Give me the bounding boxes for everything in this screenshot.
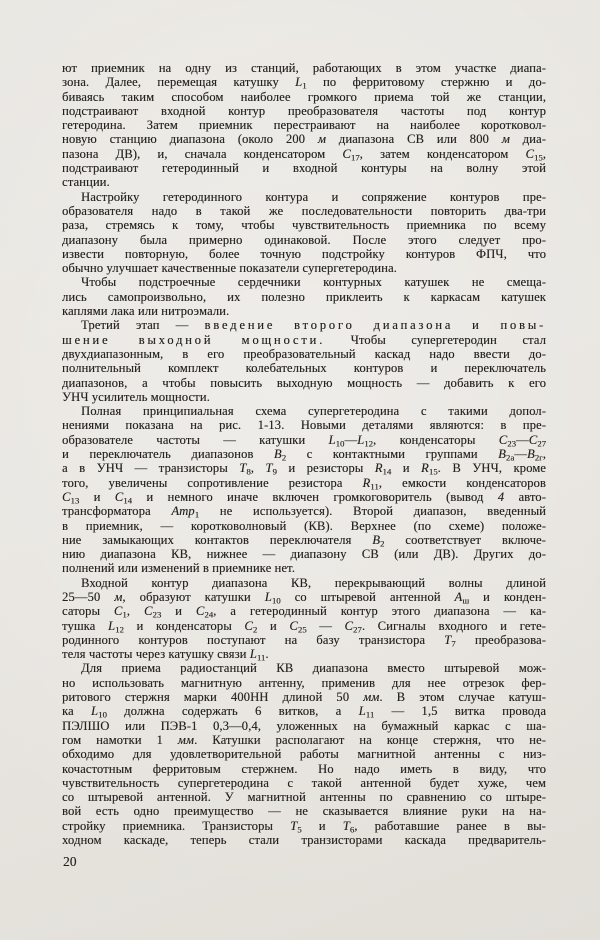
- text-line: родинного контуров поступают на базу транзистора $Т_7$ преобразова-: [62, 632, 546, 649]
- text-line: образователя надо в такой же последовательности повторить два-три: [62, 203, 546, 218]
- paragraph: [62, 190, 546, 276]
- text-line: подстраивают входной контур преобразователя частоты под контур: [62, 103, 546, 118]
- text-line: гетеродина. Затем приемник перестраивают на наиболее коротковол-: [62, 118, 546, 133]
- text-line: в приемник, — коротковолновый (КВ). Верхнее (по схеме) положе-: [62, 518, 546, 533]
- text-line: вой есть одно преимущество — не сказывается влияние руки на на-: [62, 804, 546, 819]
- text-line: полнений или изменений в приемнике нет.: [62, 561, 295, 576]
- text-line: биваясь таким способом наиболее громкого приема той же станции,: [62, 89, 546, 104]
- text-line: полнительный комплект колебательных контуров и переключатель: [62, 361, 546, 376]
- text-line: извести повторную, более точную подстройку контуров ФПЧ, что: [62, 246, 546, 261]
- text-line: ют приемник на одну из станций, работающих в этом участке диапа-: [62, 61, 546, 75]
- text-line: нениями показана на рис. 1-13. Новыми деталями являются: в пре-: [62, 418, 546, 433]
- text-line: подстраивают гетеродинный и входной контуры на волну этой: [62, 161, 546, 176]
- text-line: УНЧ усилитель мощности.: [62, 389, 210, 404]
- text-line: саторы $С_1$, $С_{23}$ и $С_{24}$, а гетеродинный контур этого диапазона — ка-: [62, 604, 547, 620]
- text-line: Для приема радиостанций КВ диапазона вместо штыревой мож-: [81, 661, 546, 676]
- text-line: 25—50 м, образуют катушки $L_{10}$ со штыревой антенной $А_ш$ и конден-: [62, 589, 546, 606]
- text-line: ка $L_{10}$ должна содержать 6 витков, а $L_{11}$ — 1,5 витка провода: [62, 704, 547, 720]
- text-line: диапазонов, а чтобы повысить выходную мощность — добавить к его: [62, 375, 546, 390]
- text-line: $С_{13}$ и $С_{14}$ и немного иначе включен громкоговоритель (вывод 4 авто-: [62, 489, 546, 506]
- text-line: пазона ДВ), и, сначала конденсатором $С_{17}$, затем конденсатором $С_{15}$,: [62, 146, 547, 163]
- paragraph: [62, 61, 546, 190]
- text-line: образователе частоты — катушки $L_{10}—L_{12}$, конденсаторы $С_{23}—С_{27}$: [62, 432, 546, 449]
- text-line: шение выходной мощности. Чтобы супергетеродин стал: [62, 332, 546, 347]
- text-line: чувствительность супергетеродина с такой антенной будет хуже, чем: [62, 775, 546, 790]
- text-line: трансформатора Атр$_1$ не используется). Второй диапазон, введенный: [62, 504, 546, 520]
- text-line: со штыревой антенной. У магнитной антенны по сравнению со штыре-: [62, 790, 546, 805]
- text-line: а в УНЧ — транзисторы $Т_8$, $Т_9$ и резисторы $R_{14}$ и $R_{15}$. В УНЧ, кроме: [62, 461, 546, 477]
- text-line: зона. Далее, перемещая катушку $L_1$ по ферритовому стержню и до-: [62, 75, 547, 91]
- text-line: ходном каскаде, теперь стали транзисторами каскада предваритель-: [62, 833, 546, 848]
- text-line: стройку приемника. Транзисторы $Т_5$ и $Т_6$, работавшие ранее в вы-: [62, 818, 546, 835]
- text-line: Чтобы подстроечные сердечники контурных катушек не смеща-: [81, 275, 546, 290]
- text-line: Полная принципиальная схема супергетеродина с такими допол-: [81, 404, 546, 419]
- text-line: раза, стремясь к тому, чтобы чувствительность приемника по всему: [62, 218, 546, 233]
- text-line: но использовать магнитную антенну, применив для нее отрезок фер-: [62, 675, 546, 690]
- text-line: Настройку гетеродинного контура и сопряжение контуров пре-: [81, 189, 546, 204]
- text-line: ритового стержня марки 400НН длиной 50 мм. В этом случае катуш-: [62, 690, 547, 705]
- paragraph: [62, 576, 546, 662]
- paragraph: [62, 275, 546, 318]
- text-line: Третий этап — введение второго диапазона и повы-: [81, 318, 547, 333]
- paragraph: [62, 404, 546, 576]
- paragraph: [62, 318, 546, 404]
- text-line: обычно улучшает качественные показатели супергетеродина.: [62, 261, 397, 276]
- text-line: и переключатель диапазонов $В_2$ с контактными группами $В_{2а}—В_{2г}$,: [62, 447, 546, 463]
- text-line: обходимо для удовлетворительной работы магнитной антенны с низ-: [62, 747, 546, 762]
- page-number: 20: [63, 854, 77, 869]
- text-line: того, увеличены сопротивление резистора $R_{11}$, емкости конденсаторов: [62, 475, 546, 492]
- text-line: тушка $L_{12}$ и конденсаторы $С_2$ и $С_{25}$ — $С_{27}$. Сигналы входного и гете-: [62, 618, 546, 635]
- text-line: гом намотки 1 мм. Катушки располагают на конце стержня, что не-: [62, 732, 547, 747]
- text-line: Входной контур диапазона КВ, перекрывающий волны длиной: [81, 575, 546, 590]
- text-line: ние замыкающих контактов переключателя $В_2$ соответствует включе-: [62, 532, 546, 549]
- text-line: кочастотным ферритовым стержнем. Но надо иметь в виду, что: [62, 761, 546, 776]
- text-line: нию диапазона КВ, нижнее — диапазону СВ (или ДВ). Других до-: [62, 547, 546, 562]
- paragraph: [62, 661, 546, 847]
- text-line: ПЭЛШО или ПЭВ-1 0,3—0,4, уложенных на бумажный каркас с ша-: [62, 718, 546, 733]
- text-line: диапазону была примерно одинаковой. После этого следует про-: [62, 232, 546, 247]
- text-line: каплями лака или нитроэмали.: [62, 304, 230, 319]
- text-block: [62, 61, 546, 847]
- text-line: теля частоты через катушку связи $L_{11}$.: [62, 647, 269, 663]
- text-line: станции.: [62, 175, 110, 190]
- text-line: новую станцию диапазона (около 200 м диапазона СВ или 800 м диа-: [62, 132, 546, 147]
- text-line: двухдиапазонным, в его преобразовательный каскад надо ввести до-: [62, 346, 546, 361]
- text-line: лись самопроизвольно, их полезно приклеить к каркасам катушек: [62, 289, 546, 304]
